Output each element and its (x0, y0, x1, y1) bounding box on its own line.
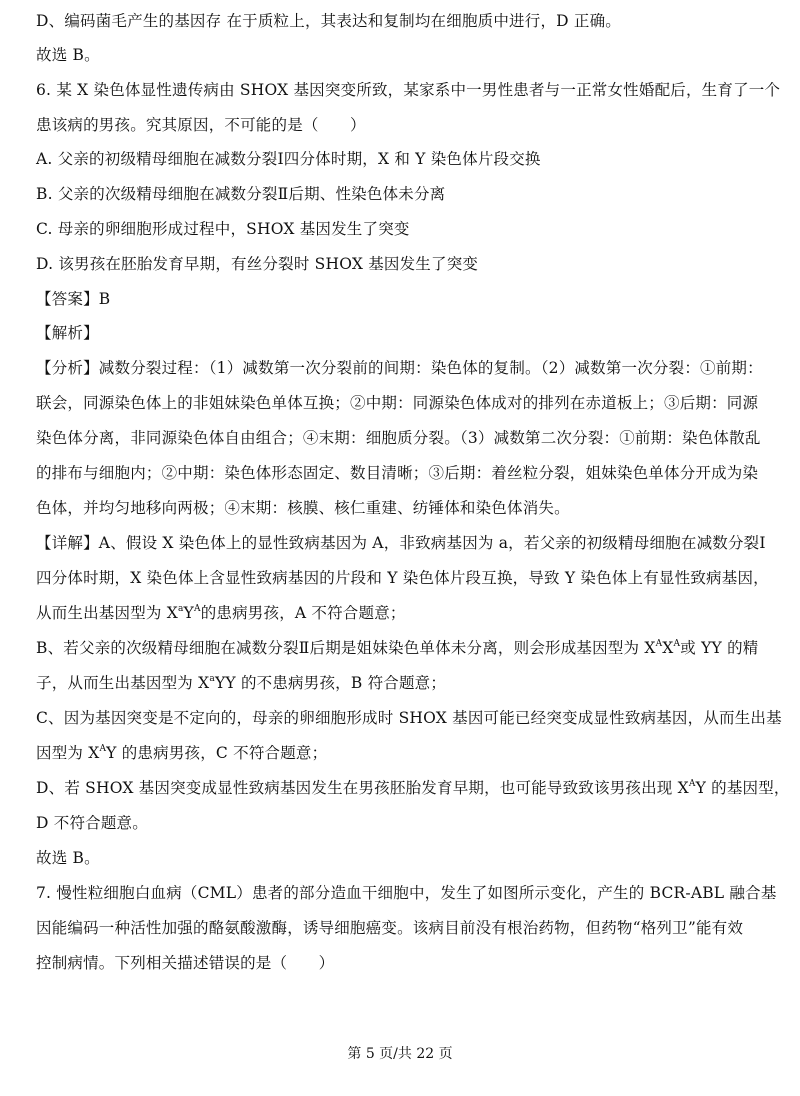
detail-line-2: 四分体时期，X 染色体上含显性致病基因的片段和 Y 染色体片段互换，导致 Y 染色体上有显性致病基因， (36, 569, 769, 587)
detail-line-1: 【详解】A、假设 X 染色体上的显性致病基因为 A，非致病基因为 a，若父亲的初级精母细胞在减数分裂Ⅰ (36, 534, 766, 552)
question-6-option-b: B. 父亲的次级精母细胞在减数分裂Ⅱ后期、性染色体未分离 (36, 185, 446, 203)
question-6-stem-line1: 6. 某 X 染色体显性遗传病由 SHOX 基因突变所致，某家系中一男性患者与一正常女性婚配后，生育了一个 (36, 81, 781, 99)
answer-choice-final: 故选 B。 (36, 849, 100, 867)
question-7-stem-line1: 7. 慢性粒细胞白血病（CML）患者的部分造血干细胞中，发生了如图所示变化，产生的 BCR-ABL 融合基 (36, 884, 777, 902)
question-7-stem-line3: 控制病情。下列相关描述错误的是（ ） (36, 954, 335, 972)
detail-d-line-1: D、若 SHOX 基因突变成显性致病基因发生在男孩胚胎发育早期，也可能导致致该男孩出现 $X^AY$ 的基因型， (36, 779, 790, 797)
question-6-stem-line2: 患该病的男孩。究其原因，不可能的是（ ） (36, 116, 366, 134)
analysis-line-2: 联会，同源染色体上的非姐妹染色单体互换；②中期：同源染色体成对的排列在赤道板上；③后期：同源 (36, 394, 759, 412)
analysis-line-5: 色体，并均匀地移向两极；④末期：核膜、核仁重建、纺锤体和染色体消失。 (36, 499, 570, 517)
analysis-line-1: 【分析】减数分裂过程：（1）减数第一次分裂前的间期：染色体的复制。（2）减数第一次分裂：①前期： (36, 359, 763, 377)
detail-c-line-1: C、因为基因突变是不定向的，母亲的卵细胞形成时 SHOX 基因可能已经突变成显性致病基因，从而生出基 (36, 709, 782, 727)
detail-b-line-1: B、若父亲的次级精母细胞在减数分裂Ⅱ后期是姐妹染色单体未分离，则会形成基因型为 $X^AX^A$或 YY 的精 (36, 639, 759, 657)
answer-label: 【答案】B (36, 290, 111, 308)
question-6-option-c: C. 母亲的卵细胞形成过程中，SHOX 基因发生了突变 (36, 220, 410, 238)
analysis-heading: 【解析】 (36, 324, 99, 342)
analysis-line-3: 染色体分离，非同源染色体自由组合；④末期：细胞质分裂。（3）减数第二次分裂：①前期：染色体散乱 (36, 429, 761, 447)
detail-d-line-2: D 不符合题意。 (36, 814, 148, 832)
detail-line-3: 从而生出基因型为 $X^aY^A$的患病男孩，A 不符合题意； (36, 604, 406, 622)
question-6-option-d: D. 该男孩在胚胎发育早期，有丝分裂时 SHOX 基因发生了突变 (36, 255, 479, 273)
detail-b-line-2: 子，从而生出基因型为 $X^aYY$ 的不患病男孩，B 符合题意； (36, 674, 447, 692)
question-7-stem-line2: 因能编码一种活性加强的酪氨酸激酶，诱导细胞癌变。该病目前没有根治药物，但药物“格列卫”能有效 (36, 919, 744, 937)
page-footer: 第 5 页/共 22 页 (347, 1046, 453, 1062)
detail-c-line-2: 因型为 $X^AY$ 的患病男孩，C 不符合题意； (36, 744, 328, 762)
question-6-option-a: A. 父亲的初级精母细胞在减数分裂Ⅰ四分体时期，X 和 Y 染色体片段交换 (36, 150, 541, 168)
option-d-conclusion: D、编码菌毛产生的基因存 在于质粒上，其表达和复制均在细胞质中进行，D 正确。 (36, 12, 622, 30)
analysis-line-4: 的排布与细胞内；②中期：染色体形态固定、数目清晰；③后期：着丝粒分裂，姐妹染色单体分开成为染 (36, 464, 759, 482)
answer-choice-line: 故选 B。 (36, 46, 100, 64)
